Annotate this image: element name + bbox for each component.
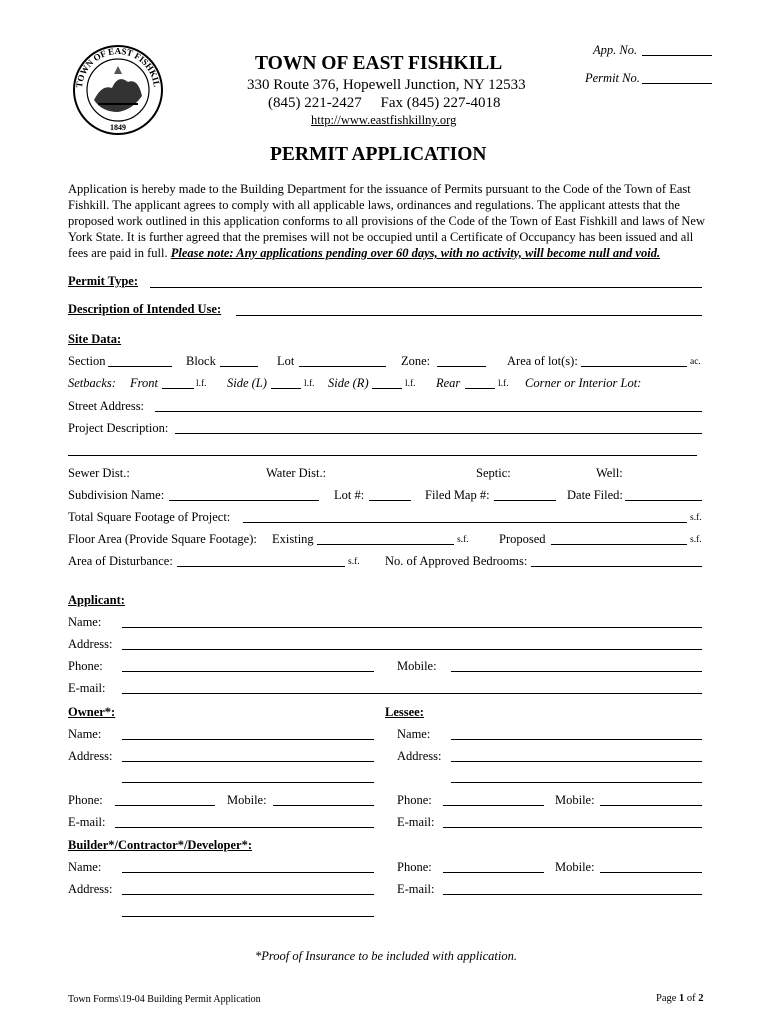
setbacks-label: Setbacks: — [68, 376, 116, 390]
project-description-field-2[interactable] — [68, 455, 697, 456]
lessee-address-label: Address: — [397, 749, 442, 763]
rear-label: Rear — [436, 376, 461, 390]
owner-heading: Owner*: — [68, 705, 116, 719]
lessee-email-field[interactable] — [443, 827, 702, 828]
side-left-unit: l.f. — [304, 379, 315, 389]
proposed-label: Proposed — [499, 532, 546, 546]
acres-unit: ac. — [690, 357, 701, 367]
filed-map-label: Filed Map #: — [425, 488, 490, 502]
bedrooms-label: No. of Approved Bedrooms: — [385, 554, 528, 568]
intro-line-1: Application is hereby made to the Building Department for the issuance of Permits pursuant to the Code of the Town of East — [68, 182, 691, 196]
applicant-email-label: E-mail: — [68, 681, 106, 695]
applicant-address-label: Address: — [68, 637, 113, 651]
svg-text:TOWN OF EAST FISHKILL: TOWN OF EAST FISHKIL — [74, 45, 162, 89]
permit-type-label: Permit Type: — [68, 274, 139, 288]
project-description-label: Project Description: — [68, 421, 169, 435]
applicant-mobile-field[interactable] — [451, 671, 702, 672]
site-data-heading: Site Data: — [68, 332, 122, 346]
builder-mobile-label: Mobile: — [555, 860, 595, 874]
owner-mobile-field[interactable] — [273, 805, 374, 806]
existing-label: Existing — [272, 532, 314, 546]
corner-lot-label: Corner or Interior Lot: — [525, 376, 642, 390]
side-left-label: Side (L) — [227, 376, 267, 390]
lessee-name-field[interactable] — [451, 739, 702, 740]
subdivision-field[interactable] — [169, 500, 319, 501]
section-label: Section — [68, 354, 106, 368]
applicant-mobile-label: Mobile: — [397, 659, 437, 673]
intro-line-2: Fishkill. The applicant agrees to comply with all applicable laws, ordinances and regulations. The applicant attests that the — [68, 198, 680, 212]
lot-field[interactable] — [299, 366, 386, 367]
insurance-note: *Proof of Insurance to be included with application. — [255, 949, 518, 963]
builder-address-field-2[interactable] — [122, 916, 374, 917]
rear-unit: l.f. — [498, 379, 509, 389]
total-sqft-label: Total Square Footage of Project: — [68, 510, 231, 524]
lessee-mobile-label: Mobile: — [555, 793, 595, 807]
owner-address-field[interactable] — [122, 761, 374, 762]
applicant-name-field[interactable] — [122, 627, 702, 628]
town-name: TOWN OF EAST FISHKILL — [255, 53, 503, 74]
intro-line-3: proposed work outlined in this application conforms to all provisions of the Code of the Town of East Fishkill and laws of New — [68, 214, 705, 228]
applicant-heading: Applicant: — [68, 593, 125, 607]
lessee-address-field-2[interactable] — [451, 782, 702, 783]
description-label: Description of Intended Use: — [68, 302, 222, 316]
front-field[interactable] — [162, 388, 194, 389]
total-sqft-field[interactable] — [243, 522, 687, 523]
side-left-field[interactable] — [271, 388, 301, 389]
lessee-email-label: E-mail: — [397, 815, 435, 829]
lessee-mobile-field[interactable] — [600, 805, 702, 806]
disturbance-unit: s.f. — [348, 557, 360, 567]
page-total: 2 — [698, 993, 704, 1004]
section-field[interactable] — [108, 366, 172, 367]
side-right-label: Side (R) — [328, 376, 369, 390]
disturbance-label: Area of Disturbance: — [68, 554, 173, 568]
project-description-field[interactable] — [175, 433, 702, 434]
builder-mobile-field[interactable] — [600, 872, 702, 873]
street-address-field[interactable] — [155, 411, 702, 412]
page-prefix: Page — [656, 993, 680, 1004]
builder-email-field[interactable] — [443, 894, 702, 895]
front-unit: l.f. — [196, 379, 207, 389]
existing-unit: s.f. — [457, 535, 469, 545]
disturbance-field[interactable] — [177, 566, 345, 567]
owner-address-field-2[interactable] — [122, 782, 374, 783]
lessee-name-label: Name: — [397, 727, 431, 741]
description-field[interactable] — [236, 315, 702, 316]
applicant-phone-field[interactable] — [122, 671, 374, 672]
block-field[interactable] — [220, 366, 258, 367]
builder-address-field[interactable] — [122, 894, 374, 895]
lot-label: Lot — [277, 354, 295, 368]
well-label: Well: — [596, 466, 623, 480]
date-filed-field[interactable] — [625, 500, 702, 501]
app-no-label: App. No. — [593, 43, 638, 57]
lessee-address-field[interactable] — [451, 761, 702, 762]
applicant-address-field[interactable] — [122, 649, 702, 650]
town-phone-fax: (845) 221-2427 Fax (845) 227-4018 — [268, 95, 501, 111]
town-seal-logo — [72, 44, 164, 136]
intro-line-5-text: fees are paid in full. — [68, 246, 171, 260]
lot-number-label: Lot #: — [334, 488, 365, 502]
builder-name-field[interactable] — [122, 872, 374, 873]
town-address: 330 Route 376, Hopewell Junction, NY 12533 — [247, 77, 526, 93]
bedrooms-field[interactable] — [531, 566, 702, 567]
applicant-name-label: Name: — [68, 615, 102, 629]
app-no-field[interactable] — [642, 55, 712, 56]
septic-label: Septic: — [476, 466, 511, 480]
rear-field[interactable] — [465, 388, 495, 389]
owner-mobile-label: Mobile: — [227, 793, 267, 807]
owner-name-label: Name: — [68, 727, 102, 741]
intro-line-5 — [68, 246, 660, 261]
date-filed-label: Date Filed: — [567, 488, 623, 502]
owner-address-label: Address: — [68, 749, 113, 763]
permit-no-field[interactable] — [642, 83, 712, 84]
street-address-label: Street Address: — [68, 399, 145, 413]
subdivision-label: Subdivision Name: — [68, 488, 165, 502]
filed-map-field[interactable] — [494, 500, 556, 501]
area-lots-label: Area of lot(s): — [507, 354, 578, 368]
lessee-phone-field[interactable] — [443, 805, 544, 806]
lessee-phone-label: Phone: — [397, 793, 432, 807]
permit-no-label: Permit No. — [585, 71, 640, 85]
applicant-phone-label: Phone: — [68, 659, 103, 673]
builder-name-label: Name: — [68, 860, 102, 874]
floor-area-label: Floor Area (Provide Square Footage): — [68, 532, 257, 546]
builder-address-label: Address: — [68, 882, 113, 896]
town-website-link[interactable]: http://www.eastfishkillny.org — [311, 113, 457, 127]
zone-field[interactable] — [437, 366, 486, 367]
footer-form-id: Town Forms\19-04 Building Permit Application — [68, 994, 261, 1005]
owner-name-field[interactable] — [122, 739, 374, 740]
water-district-label: Water Dist.: — [266, 466, 327, 480]
builder-phone-field[interactable] — [443, 872, 544, 873]
zone-label: Zone: — [401, 354, 431, 368]
lessee-heading: Lessee: — [385, 705, 424, 719]
builder-phone-label: Phone: — [397, 860, 432, 874]
lot-number-field[interactable] — [369, 500, 411, 501]
sewer-district-label: Sewer Dist.: — [68, 466, 130, 480]
svg-text:1849: 1849 — [110, 123, 126, 132]
page-of: of — [684, 993, 699, 1004]
page-title: PERMIT APPLICATION — [270, 144, 487, 165]
pending-note: Please note: Any applications pending over 60 days, with no activity, will become null and void. — [170, 246, 661, 260]
owner-phone-label: Phone: — [68, 793, 103, 807]
owner-phone-field[interactable] — [115, 805, 215, 806]
permit-type-field[interactable] — [150, 287, 702, 288]
area-lots-field[interactable] — [581, 366, 687, 367]
front-label: Front — [130, 376, 159, 390]
proposed-unit: s.f. — [690, 535, 702, 545]
total-sqft-unit: s.f. — [690, 513, 702, 523]
owner-email-label: E-mail: — [68, 815, 106, 829]
existing-field[interactable] — [317, 544, 454, 545]
side-right-unit: l.f. — [405, 379, 416, 389]
owner-email-field[interactable] — [115, 827, 374, 828]
side-right-field[interactable] — [372, 388, 402, 389]
page-number — [656, 993, 704, 1004]
builder-email-label: E-mail: — [397, 882, 435, 896]
builder-heading: Builder*/Contractor*/Developer*: — [68, 838, 252, 852]
page-current: 1 — [679, 993, 685, 1004]
intro-line-4: York State. It is further agreed that the premises will not be occupied until a Certificate of Occupancy has been issued and all — [68, 230, 694, 244]
block-label: Block — [186, 354, 216, 368]
proposed-field[interactable] — [551, 544, 687, 545]
applicant-email-field[interactable] — [122, 693, 702, 694]
